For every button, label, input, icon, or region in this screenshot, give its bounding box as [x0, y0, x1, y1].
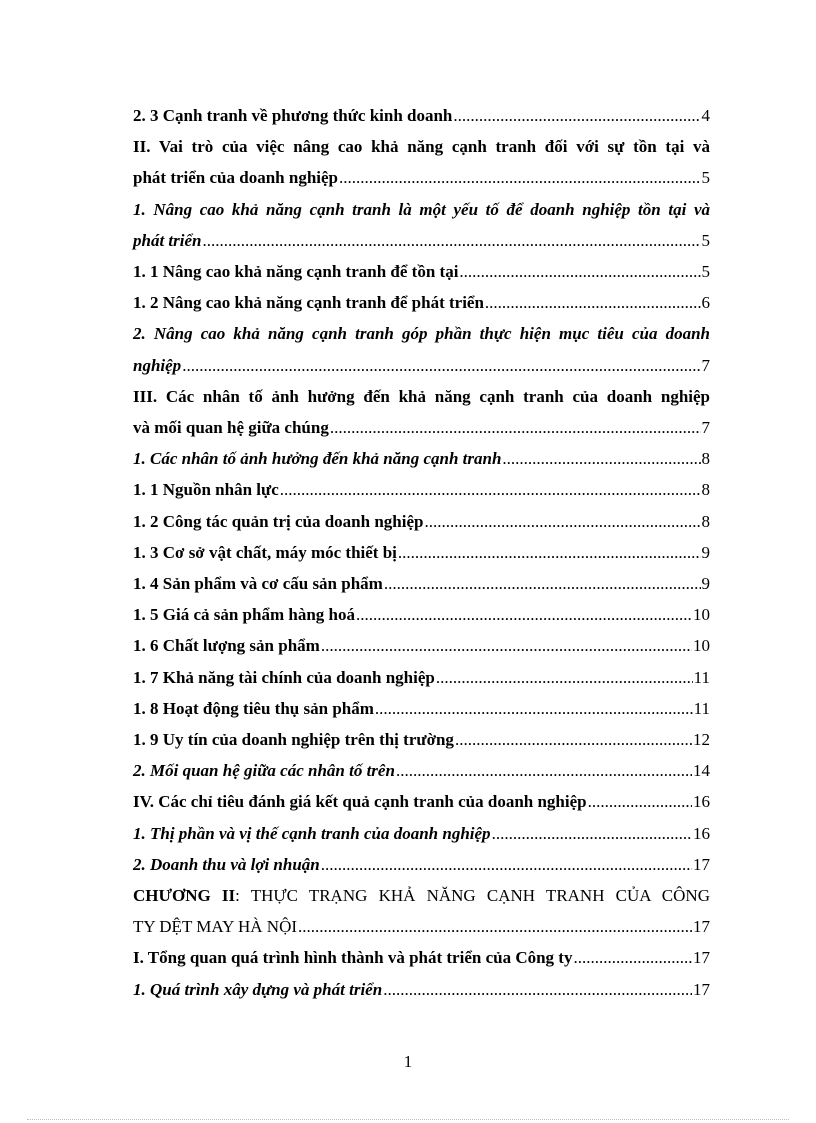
toc-entry-text: 1. 1 Nguồn nhân lực	[133, 480, 279, 500]
chapter-label: CHƯƠNG II	[133, 886, 236, 906]
toc-page-number: 11	[693, 667, 710, 687]
toc-entry-leader-line	[133, 443, 710, 474]
toc-page-number: 10	[693, 636, 710, 656]
toc-entry-leader-line	[133, 162, 710, 193]
dot-leader	[280, 474, 701, 505]
dot-leader	[298, 911, 692, 942]
page-number: 1	[403, 1052, 413, 1071]
toc-entry	[133, 131, 710, 193]
toc-entry-text: 1. 4 Sản phẩm và cơ cấu sản phẩm	[133, 574, 383, 594]
toc-page-number: 5	[701, 168, 710, 188]
toc-entry-leader-line	[133, 693, 710, 724]
toc-entry-leader-line	[133, 506, 710, 537]
toc-entry	[133, 194, 710, 256]
toc-entry-text: 1. 9 Uy tín của doanh nghiệp trên thị trường	[133, 730, 454, 750]
toc-page-number: 9	[701, 542, 710, 562]
toc-page-number: 5	[701, 262, 710, 282]
toc-entry-line1	[133, 131, 710, 162]
toc-entry	[133, 381, 710, 443]
toc-entry	[133, 630, 710, 661]
toc-entry	[133, 849, 710, 880]
toc-entry-text: : THỰC TRẠNG KHẢ NĂNG CẠNH TRANH CỦA CÔNG	[235, 886, 710, 906]
toc-entry	[133, 693, 710, 724]
toc-entry	[133, 974, 710, 1005]
toc-entry-leader-line	[133, 786, 710, 817]
dot-leader	[321, 849, 692, 880]
dot-leader	[383, 974, 692, 1005]
toc-entry-leader-line	[133, 599, 710, 630]
toc-entry-leader-line	[133, 662, 710, 693]
toc-entry	[133, 786, 710, 817]
toc-entry-leader-line	[133, 818, 710, 849]
toc-entry	[133, 662, 710, 693]
toc-entry-leader-line	[133, 630, 710, 661]
toc-entry	[133, 100, 710, 131]
toc-entry-leader-line	[133, 568, 710, 599]
toc-entry-leader-line	[133, 537, 710, 568]
dot-leader	[424, 506, 700, 537]
toc-entry-text: 1. 7 Khả năng tài chính của doanh nghiệp	[133, 667, 435, 687]
toc-entry-leader-line	[133, 287, 710, 318]
toc-entry-leader-line	[133, 256, 710, 287]
toc-page-number: 16	[693, 792, 710, 812]
toc-entry-text: 1. Quá trình xây dựng và phát triển	[133, 979, 383, 999]
toc-entry-text: III. Các nhân tố ảnh hưởng đến khả năng cạnh tranh của doanh nghiệp	[133, 386, 710, 406]
toc-page-number: 8	[701, 480, 710, 500]
toc-entry-leader-line	[133, 942, 710, 973]
toc-entry-line1	[133, 880, 710, 911]
toc-entry-text: I. Tổng quan quá trình hình thành và phát triển của Công ty	[133, 948, 573, 968]
toc-entry-text: 1. Thị phần và vị thế cạnh tranh của doanh nghiệp	[133, 823, 491, 843]
toc-page-number: 7	[701, 418, 710, 438]
toc-entry-text: 1. 1 Nâng cao khả năng cạnh tranh để tồn tại	[133, 262, 459, 282]
footer-divider	[27, 1119, 789, 1120]
dot-leader	[588, 786, 692, 817]
toc-entry-leader-line	[133, 974, 710, 1005]
toc-entry-text: TY DỆT MAY HÀ NỘI	[133, 917, 298, 937]
dot-leader	[436, 662, 693, 693]
toc-entry-line1	[133, 318, 710, 349]
toc-entry-text: phát triển của doanh nghiệp	[133, 168, 338, 188]
toc-entry-leader-line	[133, 724, 710, 755]
toc-entry	[133, 599, 710, 630]
toc-entry-line1	[133, 381, 710, 412]
toc-entry-text: và mối quan hệ giữa chúng	[133, 418, 329, 438]
toc-entry-text: 1. 2 Nâng cao khả năng cạnh tranh để phát triển	[133, 293, 484, 313]
toc-entry-text: II. Vai trò của việc nâng cao khả năng cạnh tranh đối với sự tồn tại và	[133, 137, 710, 157]
toc-entry	[133, 287, 710, 318]
toc-page-number: 17	[693, 979, 710, 999]
toc-entry	[133, 942, 710, 973]
dot-leader	[453, 100, 700, 131]
toc-entry	[133, 880, 710, 942]
toc-page-number: 8	[701, 511, 710, 531]
toc-entry-text: 1. 6 Chất lượng sản phẩm	[133, 636, 320, 656]
toc-page-number: 8	[701, 449, 710, 469]
toc-entry-text: 1. 2 Công tác quản trị của doanh nghiệp	[133, 511, 424, 531]
dot-leader	[485, 287, 701, 318]
dot-leader	[182, 350, 700, 381]
toc-entry-text: 1. 8 Hoạt động tiêu thụ sản phẩm	[133, 698, 374, 718]
toc-entry	[133, 256, 710, 287]
toc-page-number: 6	[701, 293, 710, 313]
dot-leader	[396, 755, 692, 786]
toc-entry-leader-line	[133, 849, 710, 880]
dot-leader	[455, 724, 692, 755]
toc-page-number: 9	[701, 574, 710, 594]
dot-leader	[339, 162, 701, 193]
dot-leader	[330, 412, 701, 443]
dot-leader	[203, 225, 701, 256]
toc-page-number: 11	[693, 698, 710, 718]
toc-entry-text: 1. 5 Giá cả sản phẩm hàng hoá	[133, 605, 355, 625]
dot-leader	[384, 568, 701, 599]
toc-page-number: 17	[693, 917, 710, 937]
dot-leader	[321, 630, 692, 661]
toc-entry-text: 2. Nâng cao khả năng cạnh tranh góp phần thực hiện mục tiêu của doanh	[133, 324, 710, 344]
toc-entry-text: 2. Mối quan hệ giữa các nhân tố trên	[133, 761, 395, 781]
toc-entry-leader-line	[133, 474, 710, 505]
toc-page-number: 17	[693, 854, 710, 874]
toc-entry	[133, 506, 710, 537]
toc-page-number: 4	[701, 106, 710, 125]
toc-entry	[133, 568, 710, 599]
dot-leader	[398, 537, 701, 568]
toc-entry-text: nghiệp	[133, 355, 182, 375]
dot-leader	[356, 599, 692, 630]
toc-entry-leader-line	[133, 225, 710, 256]
dot-leader	[502, 443, 700, 474]
toc-page-number: 7	[701, 355, 710, 375]
toc-page-number: 17	[693, 948, 710, 968]
toc-entry-leader-line	[133, 412, 710, 443]
toc-entry	[133, 818, 710, 849]
dot-leader	[573, 942, 692, 973]
toc-page-number: 16	[693, 823, 710, 843]
toc-entry-text: 2. 3 Cạnh tranh về phương thức kinh doanh	[133, 106, 453, 125]
toc-entry-text: IV. Các chỉ tiêu đánh giá kết quả cạnh tranh của doanh nghiệp	[133, 792, 587, 812]
toc-entry-text: 1. Nâng cao khả năng cạnh tranh là một yếu tố để doanh nghiệp tồn tại và	[133, 199, 710, 219]
toc-entry	[133, 443, 710, 474]
toc-entry	[133, 318, 710, 380]
toc-entry-leader-line	[133, 755, 710, 786]
toc-page-number: 5	[701, 230, 710, 250]
dot-leader	[459, 256, 700, 287]
toc-entry-leader-line	[133, 350, 710, 381]
toc-entry-text: 1. Các nhân tố ảnh hưởng đến khả năng cạnh tranh	[133, 449, 502, 469]
toc-entry-text: 2. Doanh thu và lợi nhuận	[133, 854, 320, 874]
dot-leader	[375, 693, 693, 724]
toc-entry-text: 1. 3 Cơ sở vật chất, máy móc thiết bị	[133, 542, 397, 562]
toc-entry	[133, 537, 710, 568]
toc-entry	[133, 474, 710, 505]
dot-leader	[492, 818, 692, 849]
toc-page-number: 12	[693, 730, 710, 750]
toc-entry-leader-line	[133, 100, 710, 131]
toc-entry	[133, 755, 710, 786]
toc-entry-leader-line	[133, 911, 710, 942]
table-of-contents	[133, 100, 710, 1005]
toc-page-number: 14	[693, 761, 710, 781]
toc-entry	[133, 724, 710, 755]
toc-page-number: 10	[693, 605, 710, 625]
toc-entry-text: phát triển	[133, 230, 202, 250]
toc-entry-line1	[133, 194, 710, 225]
